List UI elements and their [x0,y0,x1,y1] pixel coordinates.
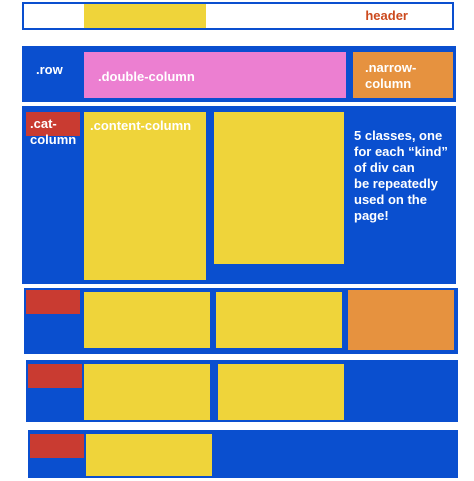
header-label: header [365,8,408,23]
double-column [84,52,346,98]
cat-column-label: .cat- column [30,116,77,147]
double-column-label: .double-column [98,69,195,84]
row-3 [24,288,458,354]
content-column [84,292,210,348]
row-4 [26,360,458,422]
content-column-label: .content-column [90,118,192,133]
content-column [218,364,344,420]
row-5 [28,430,458,478]
narrow-column [348,290,454,350]
narrow-column [353,52,453,98]
content-column-2 [214,112,344,264]
narrow-column-label: .narrow- column [365,60,417,91]
note-text: 5 classes, one for each “kind” of div can be repeatedly used on the page! [354,128,448,223]
cat-column [26,290,80,314]
content-column [84,364,210,420]
cat-column [26,112,80,147]
cat-column [28,364,82,388]
content-column-1 [84,112,206,280]
row-1 [22,46,456,102]
cat-column [30,434,84,458]
content-column [86,434,212,476]
header-yellow-block [84,4,206,28]
row-label: .row [36,62,63,77]
header-block [22,2,454,30]
content-column [216,292,342,348]
